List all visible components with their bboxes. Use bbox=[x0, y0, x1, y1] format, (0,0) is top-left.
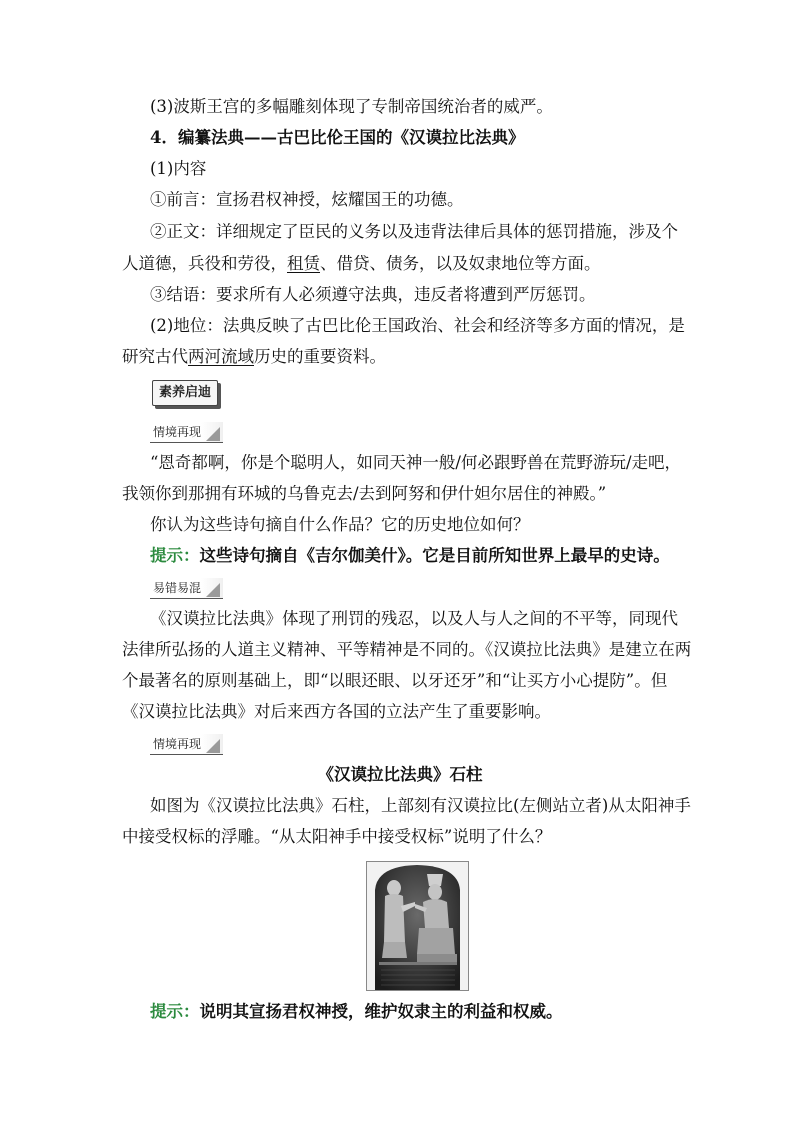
quote-line-a: “恩奇都啊，你是个聪明人，如同天神一般/何必跟野兽在荒野游玩/走吧， bbox=[150, 453, 682, 472]
text-line-preface: ①前言：宣扬君权神授，炫耀国王的功德。 bbox=[150, 190, 464, 209]
text-segment: 研究古代 bbox=[122, 347, 188, 366]
text-segment: 历史的重要资料。 bbox=[254, 347, 386, 366]
hint-label: 提示： bbox=[150, 1002, 200, 1021]
question-line-2a: 如图为《汉谟拉比法典》石柱，上部刻有汉谟拉比(左侧站立者)从太阳神手 bbox=[150, 796, 691, 815]
figure-caption: 《汉谟拉比法典》石柱 bbox=[317, 765, 483, 784]
text-line-persian-palace: (3)波斯王宫的多幅雕刻体现了专制帝国统治者的威严。 bbox=[150, 97, 553, 116]
error-line-4: 《汉谟拉比法典》对后来西方各国的立法产生了重要影响。 bbox=[122, 702, 551, 721]
section-heading-hammurabi-code: 4．编纂法典——古巴比伦王国的《汉谟拉比法典》 bbox=[150, 128, 525, 147]
text-segment: 、借贷、债务，以及奴隶地位等方面。 bbox=[320, 254, 601, 273]
section-tag-error-prone: 易错易混 bbox=[150, 578, 223, 599]
hint-text: 说明其宣扬君权神授，维护奴隶主的利益和权威。 bbox=[199, 1002, 563, 1021]
subheading-content: (1)内容 bbox=[150, 159, 207, 178]
error-line-3: 个最著名的原则基础上，即“以眼还眼、以牙还牙”和“让买方小心提防”。但 bbox=[122, 671, 668, 690]
section-tag-scene-1: 情境再现 bbox=[150, 422, 223, 443]
error-line-1: 《汉谟拉比法典》体现了刑罚的残忍，以及人与人之间的不平等，同现代 bbox=[150, 609, 678, 628]
text-segment: 人道德，兵役和劳役， bbox=[122, 254, 287, 273]
text-line-body-b bbox=[122, 253, 678, 275]
question-line: 你认为这些诗句摘自什么作品？它的历史地位如何？ bbox=[150, 515, 530, 534]
section-tag-scene-2: 情境再现 bbox=[150, 734, 223, 755]
text-line-status-b bbox=[122, 346, 678, 368]
text-line-body-a: ②正文：详细规定了臣民的义务以及违背法律后具体的惩罚措施，涉及个 bbox=[150, 222, 678, 241]
question-line-2b: 中接受权标的浮雕。“从太阳神手中接受权标”说明了什么？ bbox=[122, 827, 552, 846]
quote-line-b: 我领你到那拥有环城的乌鲁克去/去到阿努和伊什妲尔居住的神殿。” bbox=[122, 484, 607, 503]
text-line-conclusion: ③结语：要求所有人必须遵守法典，违反者将遭到严厉惩罚。 bbox=[150, 285, 596, 304]
hint-text: 这些诗句摘自《吉尔伽美什》。它是目前所知世界上最早的史诗。 bbox=[199, 546, 670, 565]
hint-line-1 bbox=[150, 545, 678, 567]
hint-line-2 bbox=[150, 1001, 678, 1023]
stele-illustration bbox=[367, 862, 468, 990]
underlined-term-lease: 租赁 bbox=[287, 254, 320, 273]
section-tag-literacy: 素养启迪 bbox=[152, 380, 218, 406]
text-line-status-a: (2)地位：法典反映了古巴比伦王国政治、社会和经济等多方面的情况，是 bbox=[150, 316, 685, 335]
stele-relief-image bbox=[366, 861, 469, 991]
underlined-term-mesopotamia: 两河流域 bbox=[188, 347, 254, 366]
hint-label: 提示： bbox=[150, 546, 200, 565]
error-line-2: 法律所弘扬的人道主义精神、平等精神是不同的。《汉谟拉比法典》是建立在两 bbox=[122, 640, 692, 659]
